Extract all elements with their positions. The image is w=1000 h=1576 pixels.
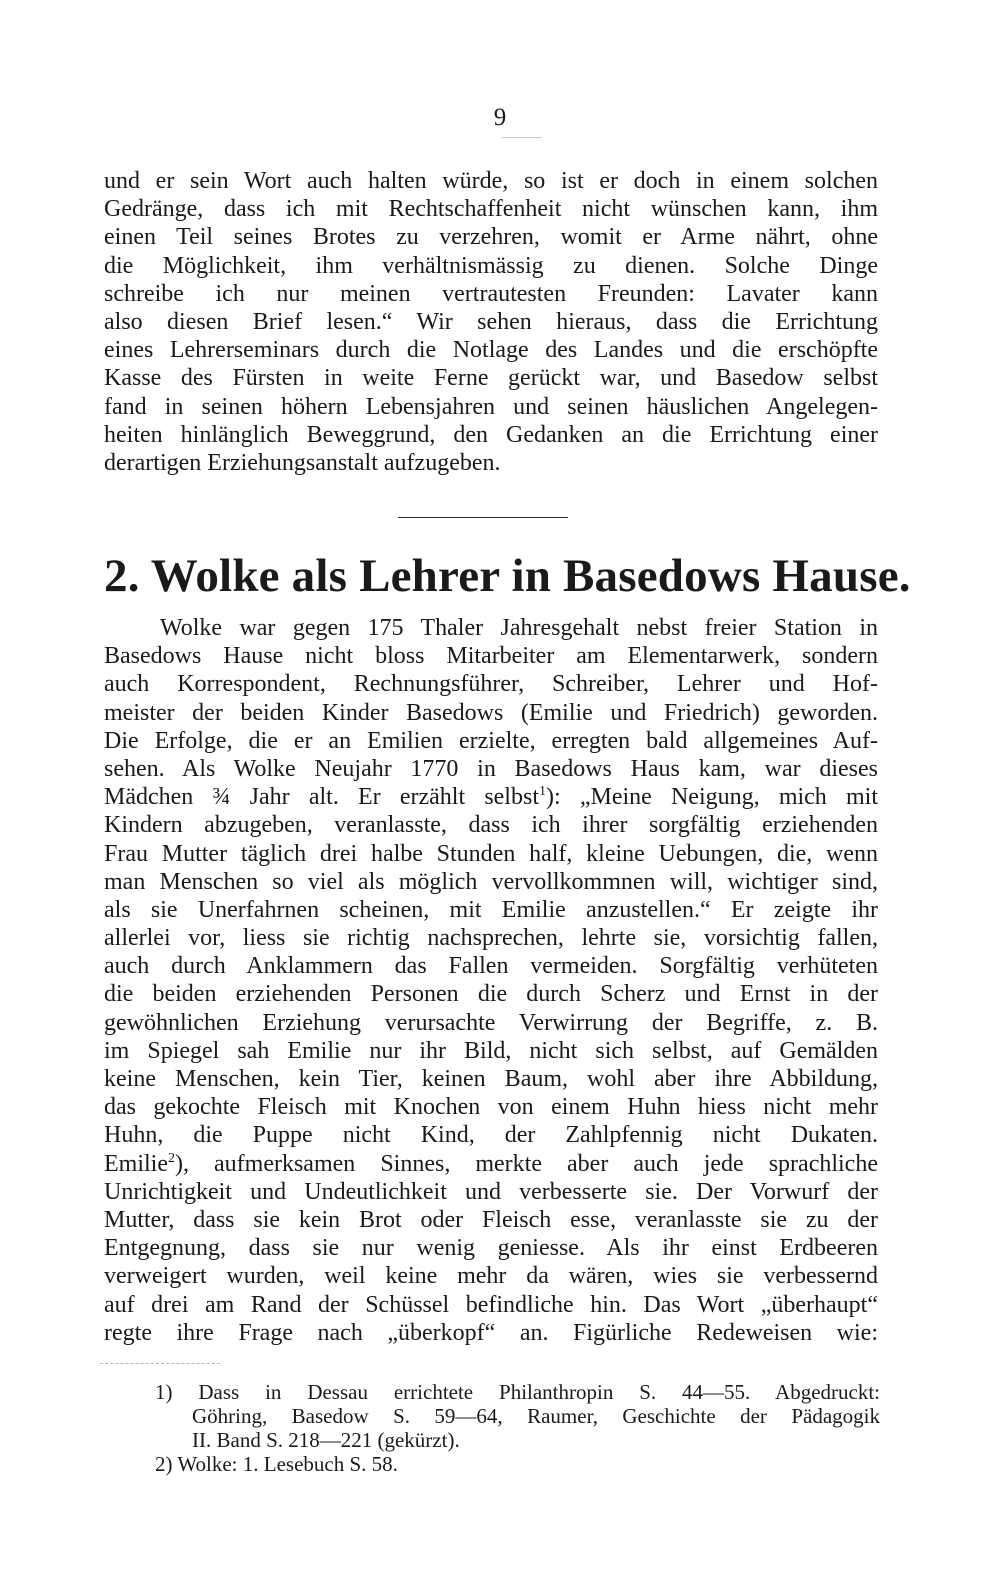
text-line: Kindern abzugeben, veranlasste, dass ich ihrer sorgfältig erziehenden bbox=[104, 812, 878, 839]
text-line: Unrichtigkeit und Undeutlichkeit und verbesserte sie. Der Vorwurf der bbox=[104, 1178, 878, 1205]
text-segment: Mädchen ¾ Jahr alt. Er erzählt selbst bbox=[104, 784, 539, 811]
section-divider bbox=[398, 517, 568, 518]
text-line: die Möglichkeit, ihm verhältnismässig zu dienen. Solche Dinge bbox=[104, 252, 878, 279]
section-heading: 2. Wolke als Lehrer in Basedows Hause. bbox=[104, 550, 911, 602]
text-line: das gekochte Fleisch mit Knochen von einem Huhn hiess nicht mehr bbox=[104, 1094, 878, 1121]
text-line: als sie Unerfahrnen scheinen, mit Emilie anzustellen.“ Er zeigte ihr bbox=[104, 896, 878, 923]
footnote-line: Göhring, Basedow S. 59—64, Raumer, Geschichte der Pädagogik bbox=[192, 1404, 880, 1428]
text-line: im Spiegel sah Emilie nur ihr Bild, nicht sich selbst, auf Gemälden bbox=[104, 1037, 878, 1064]
footnote-ref-1[interactable]: 1 bbox=[538, 784, 546, 800]
text-line: verweigert wurden, weil keine mehr da wären, wies sie verbessernd bbox=[104, 1263, 878, 1290]
page-number: 9 bbox=[493, 104, 507, 131]
text-segment: ), aufmerksamen Sinnes, merkte aber auch jede sprachliche bbox=[174, 1150, 878, 1177]
text-line-with-footnote-ref bbox=[104, 1150, 878, 1178]
text-line: eines Lehrerseminars durch die Notlage des Landes und die erschöpfte bbox=[104, 337, 878, 364]
text-line: allerlei vor, liess sie richtig nachsprechen, lehrte sie, vorsichtig fallen, bbox=[104, 925, 878, 952]
text-line: Mutter, dass sie kein Brot oder Fleisch esse, veranlasste sie zu der bbox=[104, 1206, 878, 1233]
text-line: schreibe ich nur meinen vertrautesten Freunden: Lavater kann bbox=[104, 280, 878, 307]
section-body bbox=[104, 614, 878, 1347]
text-line: keine Menschen, kein Tier, keinen Baum, wohl aber ihre Abbildung, bbox=[104, 1066, 878, 1092]
text-line: Basedows Hause nicht bloss Mitarbeiter am Elementarwerk, sondern bbox=[104, 643, 878, 670]
footnote-ref-2[interactable]: 2 bbox=[167, 1150, 175, 1166]
text-line: und er sein Wort auch halten würde, so ist er doch in einem solchen bbox=[104, 168, 878, 194]
text-line: die beiden erziehenden Personen die durch Scherz und Ernst in der bbox=[104, 981, 878, 1008]
footnote-line: II. Band S. 218—221 (gekürzt). bbox=[192, 1428, 460, 1452]
footnote-separator bbox=[100, 1363, 220, 1364]
footnote-line: 1) Dass in Dessau errichtete Philanthropin S. 44—55. Abgedruckt: bbox=[155, 1380, 880, 1404]
footnote-1 bbox=[155, 1380, 880, 1452]
text-line: heiten hinlänglich Beweggrund, den Gedanken an die Errichtung einer bbox=[104, 421, 878, 448]
text-segment: Emilie bbox=[104, 1150, 168, 1177]
text-line: fand in seinen höhern Lebensjahren und seinen häuslichen Angelegen- bbox=[104, 393, 878, 420]
text-line: Frau Mutter täglich drei halbe Stunden half, kleine Uebungen, die, wenn bbox=[104, 840, 878, 867]
text-line: derartigen Erziehungsanstalt aufzugeben. bbox=[104, 449, 501, 476]
text-line: meister der beiden Kinder Basedows (Emilie und Friedrich) geworden. bbox=[104, 699, 878, 726]
text-line-with-footnote-ref bbox=[104, 783, 878, 811]
text-line: Gedränge, dass ich mit Rechtschaffenheit nicht wünschen kann, ihm bbox=[104, 196, 878, 223]
footnotes bbox=[155, 1380, 880, 1476]
text-line: man Menschen so viel als möglich vervollkommnen will, wichtiger sind, bbox=[104, 868, 878, 895]
text-line: auch durch Anklammern das Fallen vermeiden. Sorgfältig verhüteten bbox=[104, 953, 878, 980]
text-line: Huhn, die Puppe nicht Kind, der Zahlpfennig nicht Dukaten. bbox=[104, 1122, 878, 1149]
text-line: auch Korrespondent, Rechnungsführer, Schreiber, Lehrer und Hof- bbox=[104, 671, 878, 698]
text-line: Die Erfolge, die er an Emilien erzielte, erregten bald allgemeines Auf- bbox=[104, 727, 878, 754]
text-line: gewöhnlichen Erziehung verursachte Verwirrung der Begriffe, z. B. bbox=[104, 1009, 878, 1036]
page-number-rule bbox=[502, 137, 542, 138]
text-line: Entgegnung, dass sie nur wenig geniesse. Als ihr einst Erdbeeren bbox=[104, 1235, 878, 1262]
continued-paragraph bbox=[104, 167, 878, 477]
text-line: sehen. Als Wolke Neujahr 1770 in Basedows Haus kam, war dieses bbox=[104, 755, 878, 782]
text-line: einen Teil seines Brotes zu verzehren, womit er Arme nährt, ohne bbox=[104, 224, 878, 251]
text-line: also diesen Brief lesen.“ Wir sehen hieraus, dass die Errichtung bbox=[104, 308, 878, 335]
text-segment: ): „Meine Neigung, mich mit bbox=[545, 784, 878, 811]
text-line: auf drei am Rand der Schüssel befindliche hin. Das Wort „überhaupt“ bbox=[104, 1291, 878, 1318]
text-line: regte ihre Frage nach „überkopf“ an. Figürliche Redeweisen wie: bbox=[104, 1319, 878, 1346]
footnote-2 bbox=[155, 1452, 880, 1476]
text-line: Kasse des Fürsten in weite Ferne gerückt war, und Basedow selbst bbox=[104, 365, 878, 392]
text-line: Wolke war gegen 175 Thaler Jahresgehalt nebst freier Station in bbox=[160, 615, 878, 641]
footnote-line: 2) Wolke: 1. Lesebuch S. 58. bbox=[155, 1452, 398, 1476]
